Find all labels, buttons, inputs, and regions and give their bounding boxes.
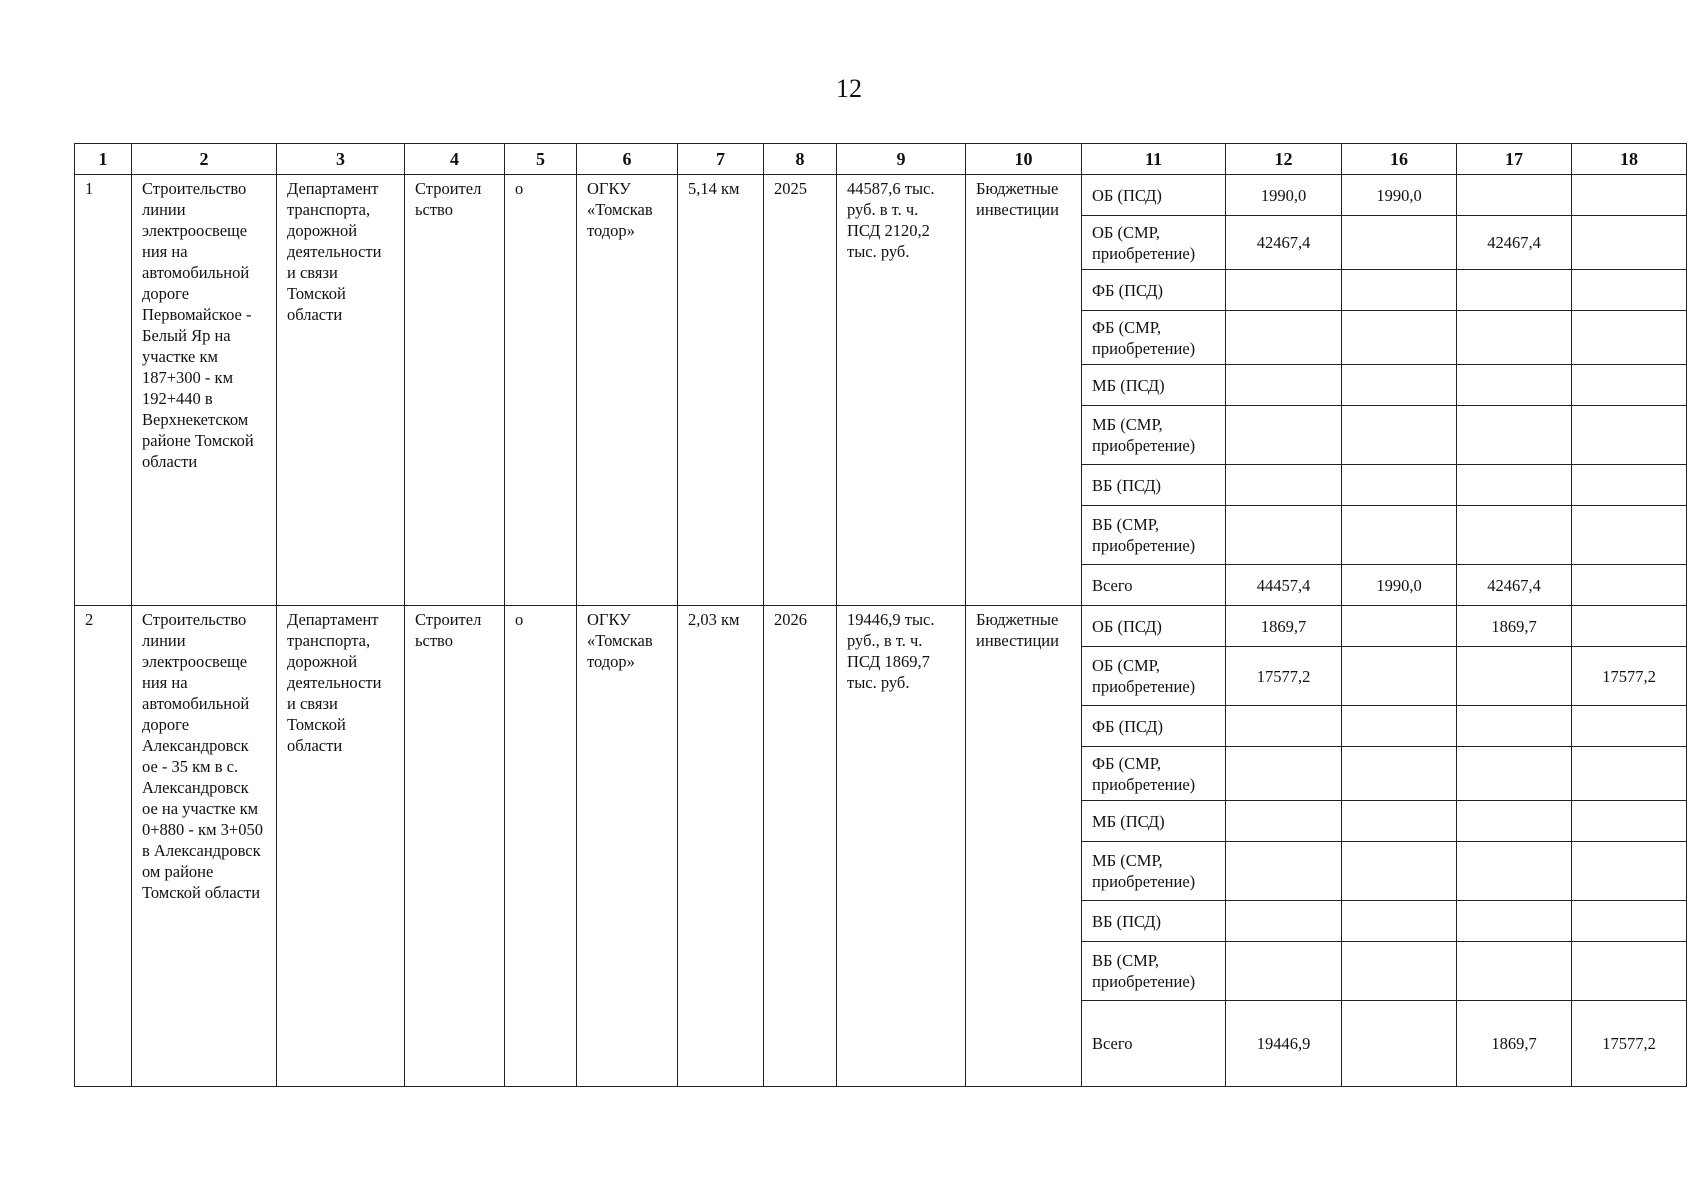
value-cell: 17577,2 [1572, 1001, 1687, 1087]
value-cell [1457, 942, 1572, 1001]
work-type: Строител ьство [405, 175, 505, 606]
value-cell [1572, 801, 1687, 842]
funding-source: ВБ (ПСД) [1082, 465, 1226, 506]
value-cell [1226, 801, 1342, 842]
header-cell: 11 [1082, 144, 1226, 175]
header-cell: 6 [577, 144, 678, 175]
value-cell [1572, 406, 1687, 465]
value-cell [1342, 465, 1457, 506]
value-cell [1342, 706, 1457, 747]
funding-source: МБ (СМР, приобретение) [1082, 842, 1226, 901]
funding-source: ОБ (ПСД) [1082, 175, 1226, 216]
value-cell: 1990,0 [1226, 175, 1342, 216]
value-cell [1457, 706, 1572, 747]
department: Департамент транспорта, дорожной деятельности и связи Томской области [277, 606, 405, 1087]
value-cell [1457, 270, 1572, 311]
row-number: 1 [75, 175, 132, 606]
investment-table [74, 143, 1687, 1087]
value-cell [1457, 365, 1572, 406]
header-cell: 1 [75, 144, 132, 175]
funding-source: МБ (ПСД) [1082, 365, 1226, 406]
funding-source: ОБ (СМР, приобретение) [1082, 647, 1226, 706]
investment-form: Бюджетные инвестиции [966, 175, 1082, 606]
value-cell [1457, 647, 1572, 706]
value-cell [1226, 270, 1342, 311]
value-cell [1457, 406, 1572, 465]
estimated-cost: 19446,9 тыс. руб., в т. ч. ПСД 1869,7 тыс. руб. [837, 606, 966, 1087]
header-cell: 10 [966, 144, 1082, 175]
value-cell: 17577,2 [1226, 647, 1342, 706]
value-cell [1342, 942, 1457, 1001]
value-cell: 17577,2 [1572, 647, 1687, 706]
value-cell [1457, 175, 1572, 216]
value-cell [1457, 901, 1572, 942]
col5-value: о [505, 606, 577, 1087]
funding-source: Всего [1082, 1001, 1226, 1087]
value-cell [1572, 216, 1687, 270]
year: 2026 [764, 606, 837, 1087]
funding-source: Всего [1082, 565, 1226, 606]
value-cell [1342, 406, 1457, 465]
estimated-cost: 44587,6 тыс. руб. в т. ч. ПСД 2120,2 тыс. руб. [837, 175, 966, 606]
value-cell [1457, 747, 1572, 801]
investment-form: Бюджетные инвестиции [966, 606, 1082, 1087]
header-cell: 12 [1226, 144, 1342, 175]
funding-source: МБ (ПСД) [1082, 801, 1226, 842]
page-number: 12 [836, 74, 862, 103]
value-cell [1457, 311, 1572, 365]
value-cell [1226, 506, 1342, 565]
value-cell: 44457,4 [1226, 565, 1342, 606]
header-row [75, 144, 1687, 175]
value-cell [1572, 175, 1687, 216]
value-cell [1342, 606, 1457, 647]
customer: ОГКУ «Томскав тодор» [577, 606, 678, 1087]
value-cell [1572, 901, 1687, 942]
value-cell [1572, 706, 1687, 747]
value-cell [1342, 311, 1457, 365]
funding-source: ВБ (СМР, приобретение) [1082, 942, 1226, 1001]
header-cell: 8 [764, 144, 837, 175]
funding-source: ФБ (СМР, приобретение) [1082, 747, 1226, 801]
value-cell [1572, 506, 1687, 565]
value-cell [1457, 506, 1572, 565]
object-name: Строительство линии электроосвеще ния на автомобильной дороге Александровск ое - 35 км в с. Александровск ое на участке км 0+880 - км 3+050 в Александровск ом районе Томской области [132, 606, 277, 1087]
row-number: 2 [75, 606, 132, 1087]
value-cell [1457, 801, 1572, 842]
funding-source: ОБ (СМР, приобретение) [1082, 216, 1226, 270]
value-cell [1572, 942, 1687, 1001]
value-cell [1226, 465, 1342, 506]
work-type: Строител ьство [405, 606, 505, 1087]
header-cell: 5 [505, 144, 577, 175]
value-cell: 1869,7 [1226, 606, 1342, 647]
header-cell: 16 [1342, 144, 1457, 175]
funding-source: ВБ (СМР, приобретение) [1082, 506, 1226, 565]
table-row [75, 175, 1687, 216]
header-cell: 3 [277, 144, 405, 175]
object-name: Строительство линии электроосвеще ния на автомобильной дороге Первомайское - Белый Яр на участке км 187+300 - км 192+440 в Верхнекетском районе Томской области [132, 175, 277, 606]
table-row [75, 606, 1687, 647]
value-cell [1342, 506, 1457, 565]
value-cell [1457, 465, 1572, 506]
capacity: 2,03 км [678, 606, 764, 1087]
value-cell [1226, 311, 1342, 365]
customer: ОГКУ «Томскав тодор» [577, 175, 678, 606]
value-cell: 42467,4 [1226, 216, 1342, 270]
value-cell: 1990,0 [1342, 175, 1457, 216]
value-cell [1226, 706, 1342, 747]
funding-source: ВБ (ПСД) [1082, 901, 1226, 942]
value-cell [1226, 901, 1342, 942]
value-cell [1572, 842, 1687, 901]
value-cell [1342, 647, 1457, 706]
header-cell: 18 [1572, 144, 1687, 175]
col5-value: о [505, 175, 577, 606]
header-cell: 17 [1457, 144, 1572, 175]
value-cell [1342, 216, 1457, 270]
value-cell [1342, 901, 1457, 942]
value-cell [1457, 842, 1572, 901]
value-cell [1342, 801, 1457, 842]
value-cell [1572, 565, 1687, 606]
department: Департамент транспорта, дорожной деятельности и связи Томской области [277, 175, 405, 606]
value-cell: 42467,4 [1457, 565, 1572, 606]
funding-source: ФБ (ПСД) [1082, 270, 1226, 311]
value-cell [1572, 311, 1687, 365]
value-cell [1226, 747, 1342, 801]
value-cell [1342, 747, 1457, 801]
funding-source: МБ (СМР, приобретение) [1082, 406, 1226, 465]
value-cell: 42467,4 [1457, 216, 1572, 270]
value-cell: 1990,0 [1342, 565, 1457, 606]
value-cell [1572, 465, 1687, 506]
value-cell [1572, 270, 1687, 311]
funding-source: ОБ (ПСД) [1082, 606, 1226, 647]
header-cell: 9 [837, 144, 966, 175]
value-cell [1342, 842, 1457, 901]
value-cell [1226, 942, 1342, 1001]
capacity: 5,14 км [678, 175, 764, 606]
value-cell [1572, 747, 1687, 801]
value-cell [1226, 406, 1342, 465]
year: 2025 [764, 175, 837, 606]
value-cell [1342, 365, 1457, 406]
value-cell: 1869,7 [1457, 1001, 1572, 1087]
header-cell: 4 [405, 144, 505, 175]
value-cell [1342, 270, 1457, 311]
value-cell [1572, 365, 1687, 406]
value-cell: 1869,7 [1457, 606, 1572, 647]
value-cell [1226, 842, 1342, 901]
value-cell [1342, 1001, 1457, 1087]
header-cell: 7 [678, 144, 764, 175]
value-cell [1572, 606, 1687, 647]
value-cell [1226, 365, 1342, 406]
header-cell: 2 [132, 144, 277, 175]
value-cell: 19446,9 [1226, 1001, 1342, 1087]
funding-source: ФБ (ПСД) [1082, 706, 1226, 747]
funding-source: ФБ (СМР, приобретение) [1082, 311, 1226, 365]
